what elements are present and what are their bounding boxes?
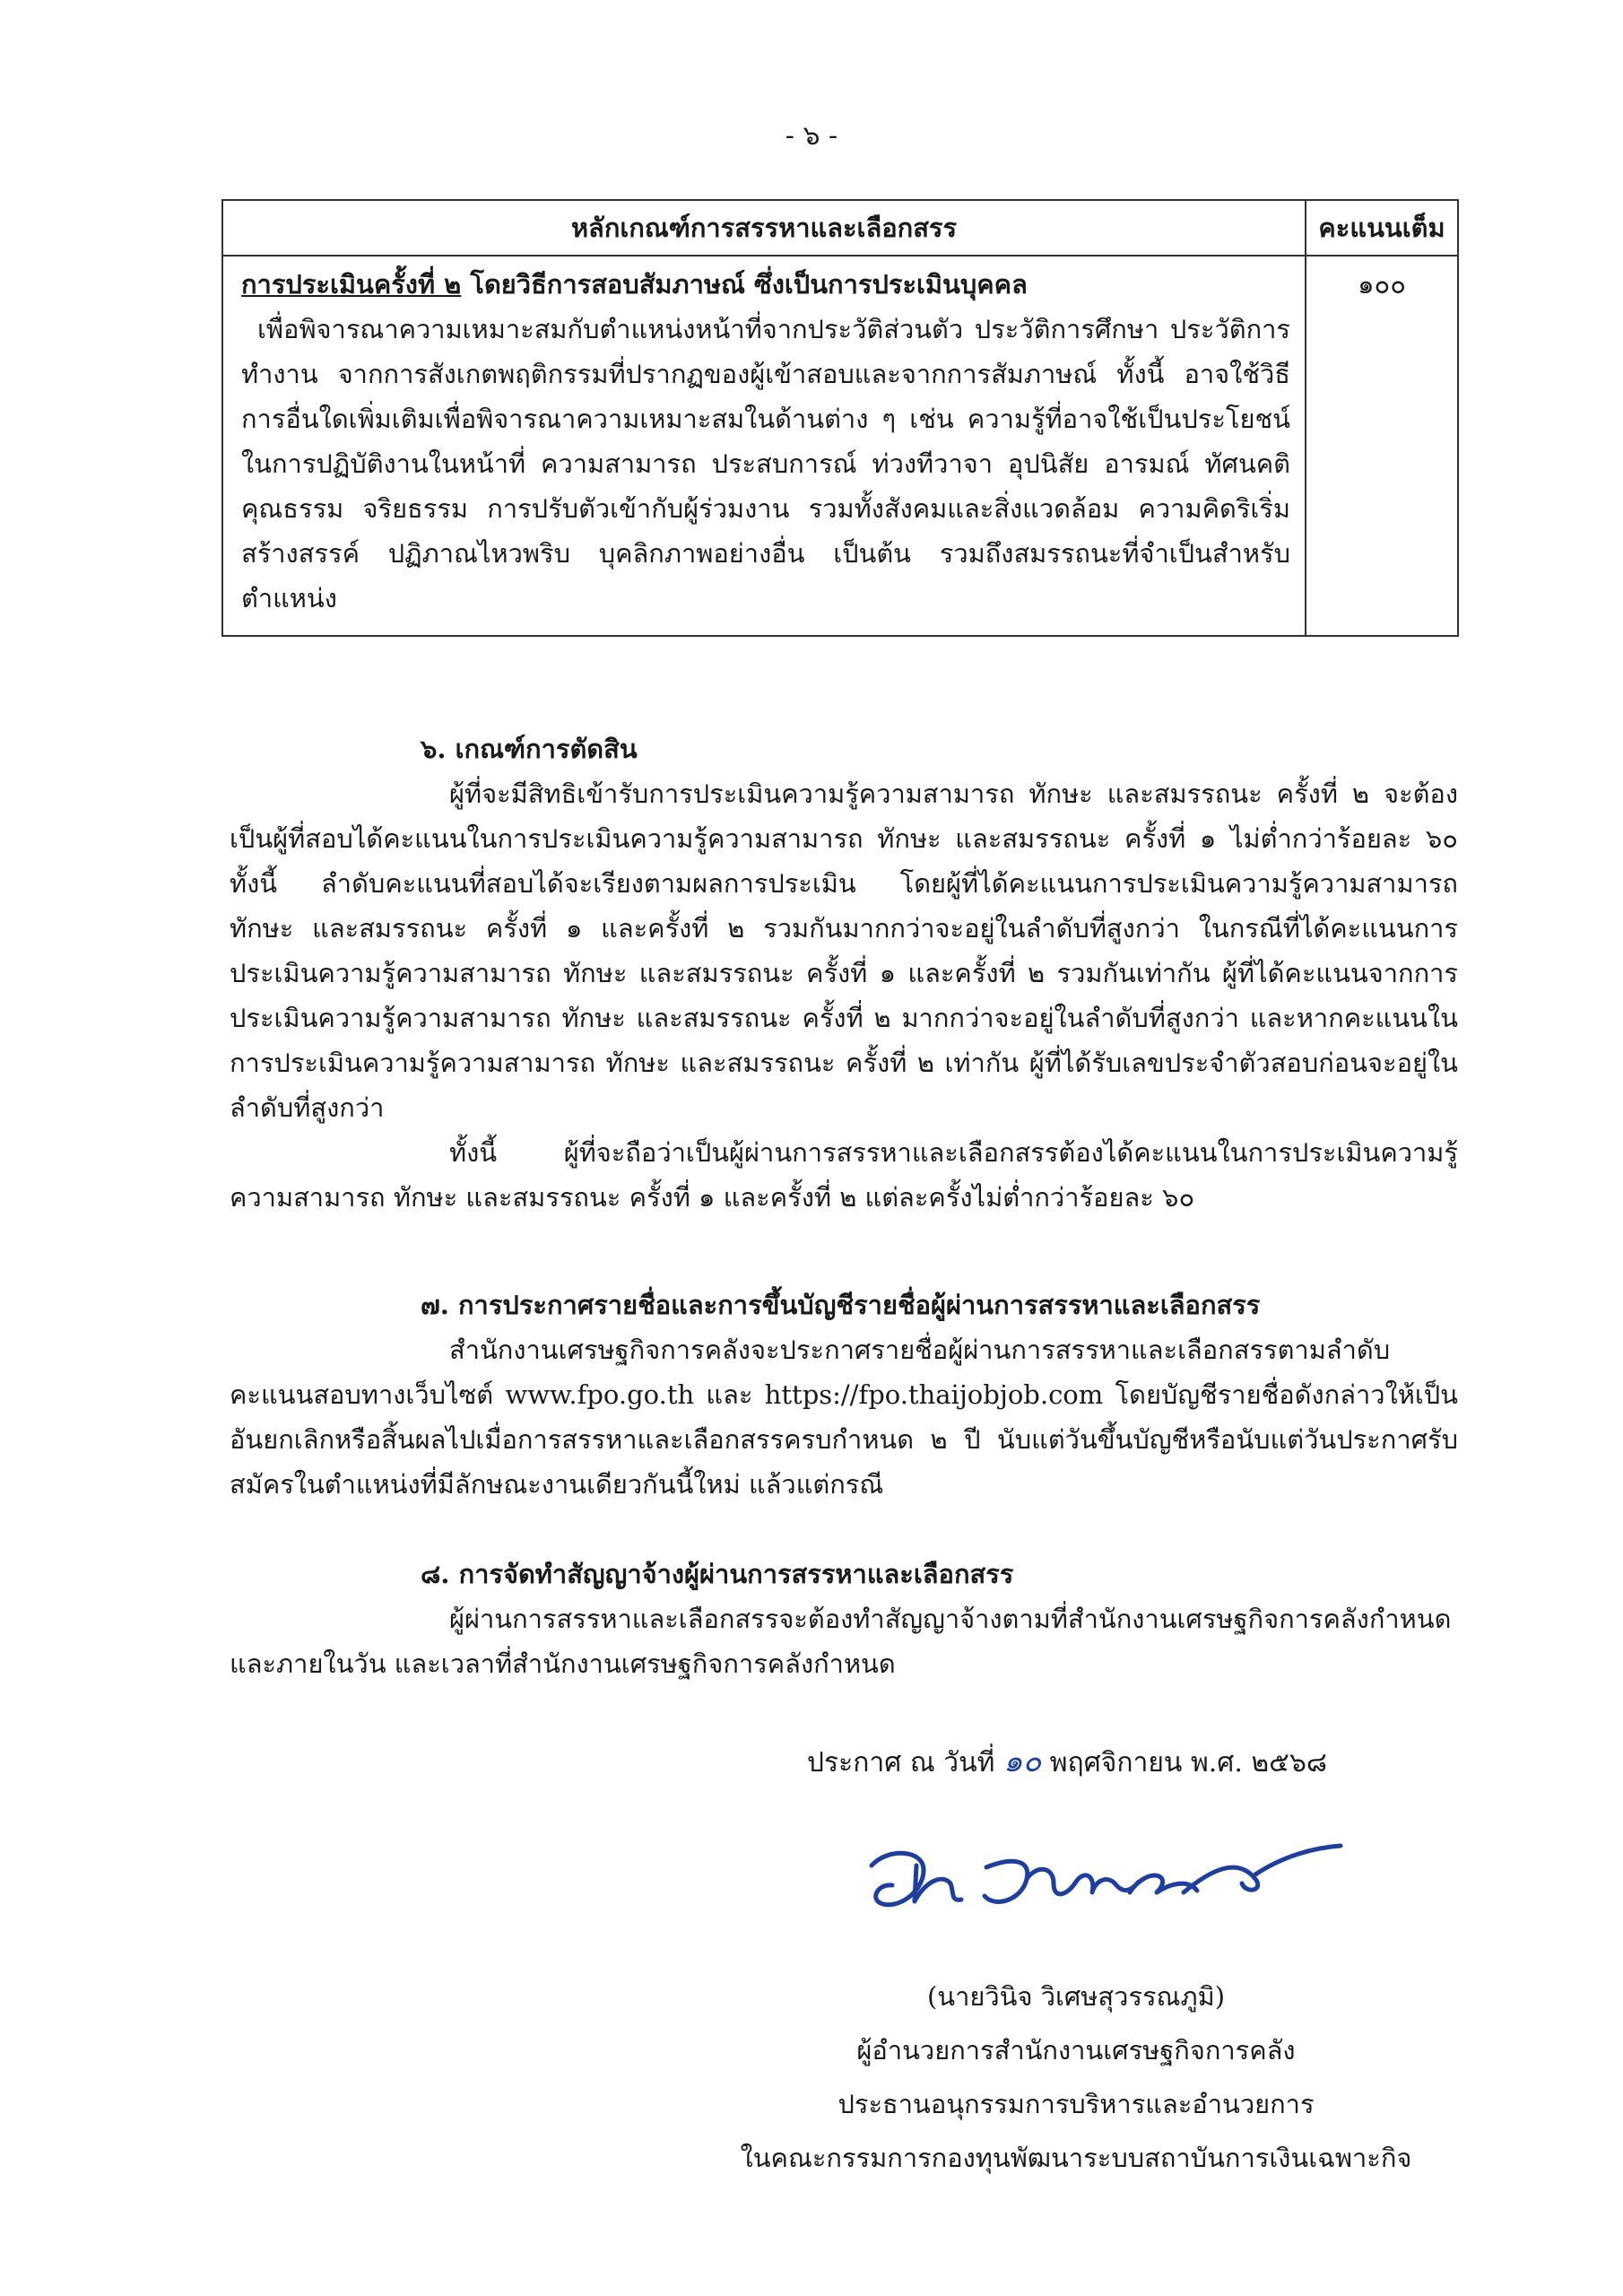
signatory-name: (นายวินิจ วิเศษสุวรรณภูมิ) (926, 1981, 1226, 2012)
announcement-date (807, 1736, 1327, 1785)
handwritten-signature (861, 1830, 1345, 1928)
section-6-paragraph-1: ผู้ที่จะมีสิทธิเข้ารับการประเมินความรู้ความสามารถ ทักษะ และสมรรถนะ ครั้งที่ ๒ จะต้องเป็นผู้ที่สอบได้คะแนนในการประเมินความรู้ความสามารถ ทักษะ และสมรรถนะ ครั้งที่ ๑ ไม่ต่ำกว่าร้อยละ ๖๐ ทั้งนี้ ลำดับคะแนนที่สอบได้จะเรียงตามผลการประเมิน โดยผู้ที่ได้คะแนนการประเมินความรู้ความสามารถ ทักษะ และสมรรถนะ ครั้งที่ ๑ และครั้งที่ ๒ รวมกันมากกว่าจะอยู่ในลำดับที่สูงกว่า ในกรณีที่ได้คะแนนการประเมินความรู้ความสามารถ ทักษะ และสมรรถนะ ครั้งที่ ๑ และครั้งที่ ๒ รวมกันเท่ากัน ผู้ที่ได้คะแนนจากการประเมินความรู้ความสามารถ ทักษะ และสมรรถนะ ครั้งที่ ๒ มากกว่าจะอยู่ในลำดับที่สูงกว่า และหากคะแนนในการประเมินความรู้ความสามารถ ทักษะ และสมรรถนะ ครั้งที่ ๒ เท่ากัน ผู้ที่ได้รับเลขประจำตัวสอบก่อนจะอยู่ในลำดับที่สูงกว่า (230, 778, 1458, 1123)
announcement-day: ๑๐ (1002, 1744, 1042, 1779)
section-6-paragraph-2: ทั้งนี้ ผู้ที่จะถือว่าเป็นผู้ผ่านการสรรหาและเลือกสรรต้องได้คะแนนในการประเมินความรู้ความสามารถ ทักษะ และสมรรถนะ ครั้งที่ ๑ และครั้งที่ ๒ แต่ละครั้งไม่ต่ำกว่าร้อยละ ๖๐ (230, 1137, 1458, 1213)
section-7-title: ๗. การประกาศรายชื่อและการขึ้นบัญชีรายชื่อผู้ผ่านการสรรหาและเลือกสรร (421, 1290, 1261, 1320)
section-8-paragraph-1: ผู้ผ่านการสรรหาและเลือกสรรจะต้องทำสัญญาจ้างตามที่สำนักงานเศรษฐกิจการคลังกำหนดและภายในวัน และเวลาที่สำนักงานเศรษฐกิจการคลังกำหนด (230, 1604, 1452, 1679)
criteria-column-header: หลักเกณฑ์การสรรหาและเลือกสรร (222, 200, 1306, 256)
signatory-title-2: ประธานอนุกรรมการบริหารและอำนวยการ (838, 2089, 1315, 2119)
section-6 (230, 726, 1458, 1220)
signatory-block (628, 1970, 1524, 2185)
score-cell: ๑๐๐ (1306, 256, 1458, 636)
announcement-prefix: ประกาศ ณ วันที่ (807, 1747, 1003, 1779)
signatory-title-3: ในคณะกรรมการกองทุนพัฒนาระบบสถาบันการเงินเฉพาะกิจ (740, 2143, 1412, 2173)
section-7-paragraph-1: สำนักงานเศรษฐกิจการคลังจะประกาศรายชื่อผู้ผ่านการสรรหาและเลือกสรรตามลำดับคะแนนสอบทางเว็บไซต์ www.fpo.go.th และ https://fpo.thaijobjob.com โดยบัญชีรายชื่อดังกล่าวให้เป็นอันยกเลิกหรือสิ้นผลไปเมื่อการสรรหาและเลือกสรรครบกำหนด ๒ ปี นับแต่วันขึ้นบัญชีหรือนับแต่วันประกาศรับสมัครในตำแหน่งที่มีลักษณะงานเดียวกันนี้ใหม่ แล้วแต่กรณี (230, 1335, 1458, 1500)
criteria-table (221, 199, 1459, 637)
criteria-heading (241, 262, 1290, 307)
criteria-heading-rest: โดยวิธีการสอบสัมภาษณ์ ซึ่งเป็นการประเมินบุคคล (461, 269, 1028, 300)
criteria-body (241, 307, 1290, 621)
section-6-title: ๖. เกณฑ์การตัดสิน (421, 734, 638, 764)
criteria-heading-underlined: การประเมินครั้งที่ ๒ (241, 269, 462, 300)
score-column-header: คะแนนเต็ม (1306, 200, 1458, 256)
criteria-body-text: เพื่อพิจารณาความเหมาะสมกับตำแหน่งหน้าที่จากประวัติส่วนตัว ประวัติการศึกษา ประวัติการทำงาน จากการสังเกตพฤติกรรมที่ปรากฏของผู้เข้าสอบและจากการสัมภาษณ์ ทั้งนี้ อาจใช้วิธีการอื่นใดเพิ่มเติมเพื่อพิจารณาความเหมาะสมในด้านต่าง ๆ เช่น ความรู้ที่อาจใช้เป็นประโยชน์ในการปฏิบัติงานในหน้าที่ ความสามารถ ประสบการณ์ ท่วงทีวาจา อุปนิสัย อารมณ์ ทัศนคติ คุณธรรม จริยธรรม การปรับตัวเข้ากับผู้ร่วมงาน รวมทั้งสังคมและสิ่งแวดล้อม ความคิดริเริ่มสร้างสรรค์ ปฏิภาณไหวพริบ บุคลิกภาพอย่างอื่น เป็นต้น รวมถึงสมรรถนะที่จำเป็นสำหรับตำแหน่ง (241, 314, 1290, 613)
signatory-title-1: ผู้อำนวยการสำนักงานเศรษฐกิจการคลัง (856, 2035, 1296, 2066)
section-8 (230, 1552, 1458, 1686)
table-row (222, 256, 1458, 636)
table-header-row (222, 200, 1458, 256)
criteria-cell (222, 256, 1306, 636)
section-7 (230, 1283, 1458, 1507)
announcement-suffix: พฤศจิกายน พ.ศ. ๒๕๖๘ (1041, 1747, 1328, 1779)
page-number: - ๖ - (785, 120, 838, 152)
section-8-title: ๘. การจัดทำสัญญาจ้างผู้ผ่านการสรรหาและเลือกสรร (421, 1559, 1014, 1589)
